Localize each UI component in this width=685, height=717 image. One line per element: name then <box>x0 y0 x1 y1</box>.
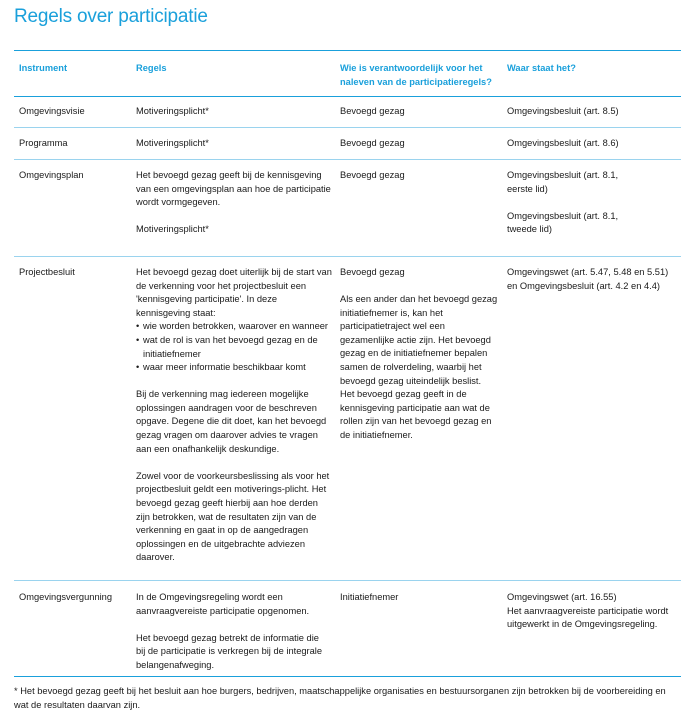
header-verantwoordelijk: Wie is verantwoordelijk voor het naleven van de participatieregels? <box>340 63 492 87</box>
row-projectbesluit-wie <box>340 266 498 443</box>
row-programma-wie: Bevoegd gezag <box>340 138 405 148</box>
list-item: • wie worden betrokken, waarover en wanneer <box>136 320 332 334</box>
projectbesluit-regels-motivering: Zowel voor de voorkeursbeslissing als voor het projectbesluit geldt een motiverings-plicht. Het bevoegd gezag geeft hierbij aan hoe derden zijn betrokken, wat de resultaten zijn van de verkenning en gaat in op de aangedragen oplossingen en de uitgebrachte adviezen daarover. <box>136 470 330 563</box>
table-top-rule <box>14 50 681 51</box>
row-omgevingsplan-instrument: Omgevingsplan <box>19 170 84 180</box>
row-omgevingsvergunning-waar <box>507 591 677 632</box>
row-omgevingsvisie-regels: Motiveringsplicht* <box>136 106 209 116</box>
row-programma-instrument: Programma <box>19 138 68 148</box>
projectbesluit-regels-verkenning: Bij de verkenning mag iedereen mogelijke oplossingen aandragen voor de beschreven opgave. Degene die dit doet, kan het bevoegd gezag vragen om daarover advies te vragen aan een onafhankelijk deskundige. <box>136 389 327 454</box>
row-programma-regels: Motiveringsplicht* <box>136 138 209 148</box>
omgevingsvergunning-waar-1: Omgevingswet (art. 16.55) <box>507 592 617 602</box>
header-regels: Regels <box>136 63 167 73</box>
omgevingsplan-waar-1: Omgevingsbesluit (art. 8.1, eerste lid) <box>507 170 619 194</box>
omgevingsvergunning-waar-2: Het aanvraagvereiste participatie wordt uitgewerkt in de Omgevingsregeling. <box>507 605 669 630</box>
row-projectbesluit-instrument: Projectbesluit <box>19 267 75 277</box>
row-divider <box>14 127 681 128</box>
page-title: Regels over participatie <box>14 6 208 27</box>
row-omgevingsplan-regels <box>136 169 336 237</box>
omgevingsvergunning-regels-2: Het bevoegd gezag betrekt de informatie die bij de participatie is verkregen bij de integrale belangenafweging. <box>136 632 323 670</box>
list-item: • wat de rol is van het bevoegd gezag en de initiatiefnemer <box>136 334 332 361</box>
row-programma-waar: Omgevingsbesluit (art. 8.6) <box>507 138 619 148</box>
projectbesluit-bullet-list <box>136 320 332 374</box>
row-divider <box>14 159 681 160</box>
header-bottom-rule <box>14 96 681 97</box>
header-instrument: Instrument <box>19 63 68 73</box>
list-item: • waar meer informatie beschikbaar komt <box>136 361 332 375</box>
row-projectbesluit-regels <box>136 266 332 565</box>
row-omgevingsvergunning-regels <box>136 591 326 672</box>
row-divider <box>14 580 681 581</box>
row-omgevingsvisie-wie: Bevoegd gezag <box>340 106 405 116</box>
projectbesluit-regels-intro: Het bevoegd gezag doet uiterlijk bij de start van de verkenning voor het projectbesluit een 'kennisgeving participatie'. In deze kennisgeving staat: <box>136 267 332 318</box>
table-bottom-rule <box>14 676 681 677</box>
row-omgevingsvergunning-instrument: Omgevingsvergunning <box>19 592 113 602</box>
omgevingsvergunning-regels-1: In de Omgevingsregeling wordt een aanvraagvereiste participatie opgenomen. <box>136 592 310 616</box>
row-projectbesluit-waar: Omgevingswet (art. 5.47, 5.48 en 5.51) en Omgevingsbesluit (art. 4.2 en 4.4) <box>507 267 669 291</box>
projectbesluit-wie-1: Bevoegd gezag <box>340 267 405 277</box>
row-omgevingsvergunning-wie: Initiatiefnemer <box>340 592 399 602</box>
row-omgevingsplan-wie: Bevoegd gezag <box>340 170 405 180</box>
row-omgevingsvisie-instrument: Omgevingsvisie <box>19 106 85 116</box>
header-waar: Waar staat het? <box>507 63 576 73</box>
omgevingsplan-regels-text: Het bevoegd gezag geeft bij de kennisgeving van een omgevingsplan aan hoe de participatie wordt vormgegeven. <box>136 170 331 208</box>
projectbesluit-wie-2: Als een ander dan het bevoegd gezag initiatiefnemer is, kan het participatietraject wel een gezamenlijke actie zijn. Het bevoegd gezag en de initiatiefnemer bepalen samen de rolverdeling, waarbij het bevoegd gezag uiteindelijk beslist. Het bevoegd gezag geeft in de kennisgeving participatie aan wat de rollen zijn van het bevoegd gezag en de initiatiefnemer. <box>340 294 498 441</box>
footnote: * Het bevoegd gezag geeft bij het besluit aan hoe burgers, bedrijven, maatschappelijke organisaties en bestuursorganen zijn betrokken bij de voorbereiding en wat de resultaten daarvan zijn. <box>14 686 666 710</box>
row-omgevingsvisie-waar: Omgevingsbesluit (art. 8.5) <box>507 106 619 116</box>
omgevingsplan-waar-2: Omgevingsbesluit (art. 8.1, tweede lid) <box>507 210 619 235</box>
row-divider <box>14 256 681 257</box>
row-omgevingsplan-waar <box>507 169 637 237</box>
omgevingsplan-motiveringsplicht: Motiveringsplicht* <box>136 224 209 235</box>
